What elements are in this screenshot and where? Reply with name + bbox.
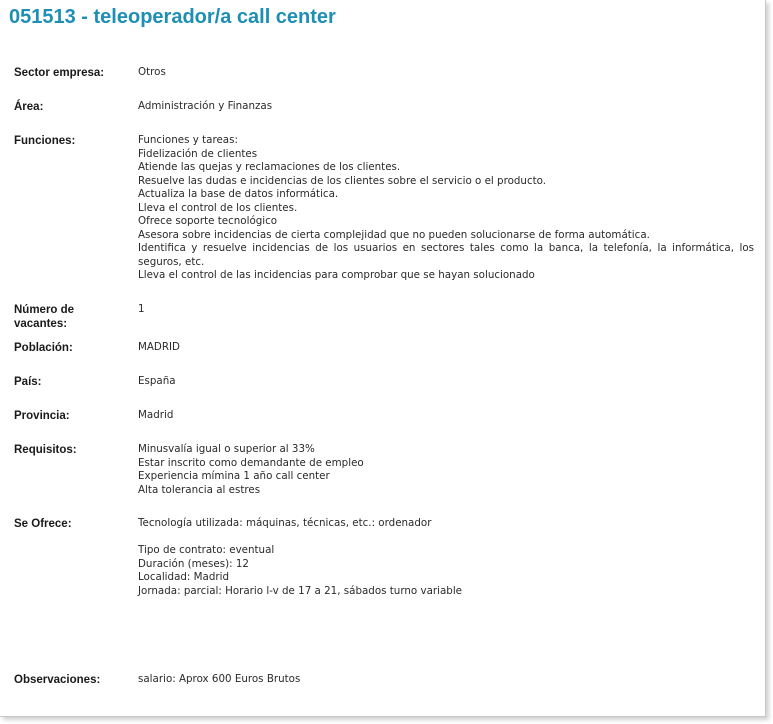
pais-label: País: — [14, 376, 42, 388]
sector-value: Otros — [138, 66, 166, 78]
funciones-line: Lleva el control de las incidencias para comprobar que se hayan solucionado — [138, 269, 535, 281]
page-title: 051513 - teleoperador/a call center — [9, 6, 336, 28]
ofrece-blank-line — [138, 531, 754, 545]
ofrece-line: Jornada: parcial: Horario l-v de 17 a 21, sábados turno variable — [138, 584, 463, 597]
observaciones-value: salario: Aprox 600 Euros Brutos — [138, 673, 301, 685]
area-label: Área: — [14, 101, 44, 113]
requisitos-line: Minusvalía igual o superior al 33% — [138, 443, 315, 455]
funciones-line: Identifica y resuelve incidencias de los usuarios en sectores tales como la banca, la telefonía, la informática, los seguros, etc. — [138, 242, 754, 268]
funciones-line: Atiende las quejas y reclamaciones de los clientes. — [138, 161, 401, 173]
requisitos-line: Alta tolerancia al estres — [138, 483, 261, 496]
funciones-label: Funciones: — [14, 135, 76, 147]
area-value: Administración y Finanzas — [138, 100, 273, 112]
funciones-line: Actualiza la base de datos informática. — [138, 188, 339, 200]
vacantes-label: Número de vacantes: — [14, 304, 75, 330]
ofrece-line: Localidad: Madrid — [138, 571, 230, 583]
ofrece-line: Tecnología utilizada: máquinas, técnicas, etc.: ordenador — [138, 517, 432, 529]
ofrece-line: Duración (meses): 12 — [138, 557, 249, 570]
vacantes-value: 1 — [138, 303, 145, 315]
requisitos-label: Requisitos: — [14, 444, 77, 456]
funciones-line: Resuelve las dudas e incidencias de los clientes sobre el servicio o el producto. — [138, 174, 547, 187]
requisitos-value — [138, 443, 754, 497]
funciones-line: Lleva el control de los clientes. — [138, 201, 298, 214]
provincia-value: Madrid — [138, 409, 174, 421]
funciones-line: Fidelización de clientes — [138, 147, 258, 160]
funciones-line: Ofrece soporte tecnológico — [138, 215, 278, 227]
funciones-line: Asesora sobre incidencias de cierta complejidad que no pueden solucionarse de forma automática. — [138, 228, 650, 241]
provincia-label: Provincia: — [14, 410, 70, 422]
funciones-line: Funciones y tareas: — [138, 134, 238, 146]
sector-label: Sector empresa: — [14, 67, 105, 79]
poblacion-value: MADRID — [138, 341, 180, 353]
ofrece-label: Se Ofrece: — [14, 518, 72, 530]
observaciones-label: Observaciones: — [14, 674, 101, 686]
ofrece-line: Tipo de contrato: eventual — [138, 544, 275, 556]
ofrece-value — [138, 517, 754, 598]
requisitos-line: Estar inscrito como demandante de empleo — [138, 456, 364, 469]
pais-value: España — [138, 375, 176, 387]
requisitos-line: Experiencia mímina 1 año call center — [138, 470, 330, 482]
poblacion-label: Población: — [14, 342, 73, 354]
funciones-value — [138, 134, 754, 283]
